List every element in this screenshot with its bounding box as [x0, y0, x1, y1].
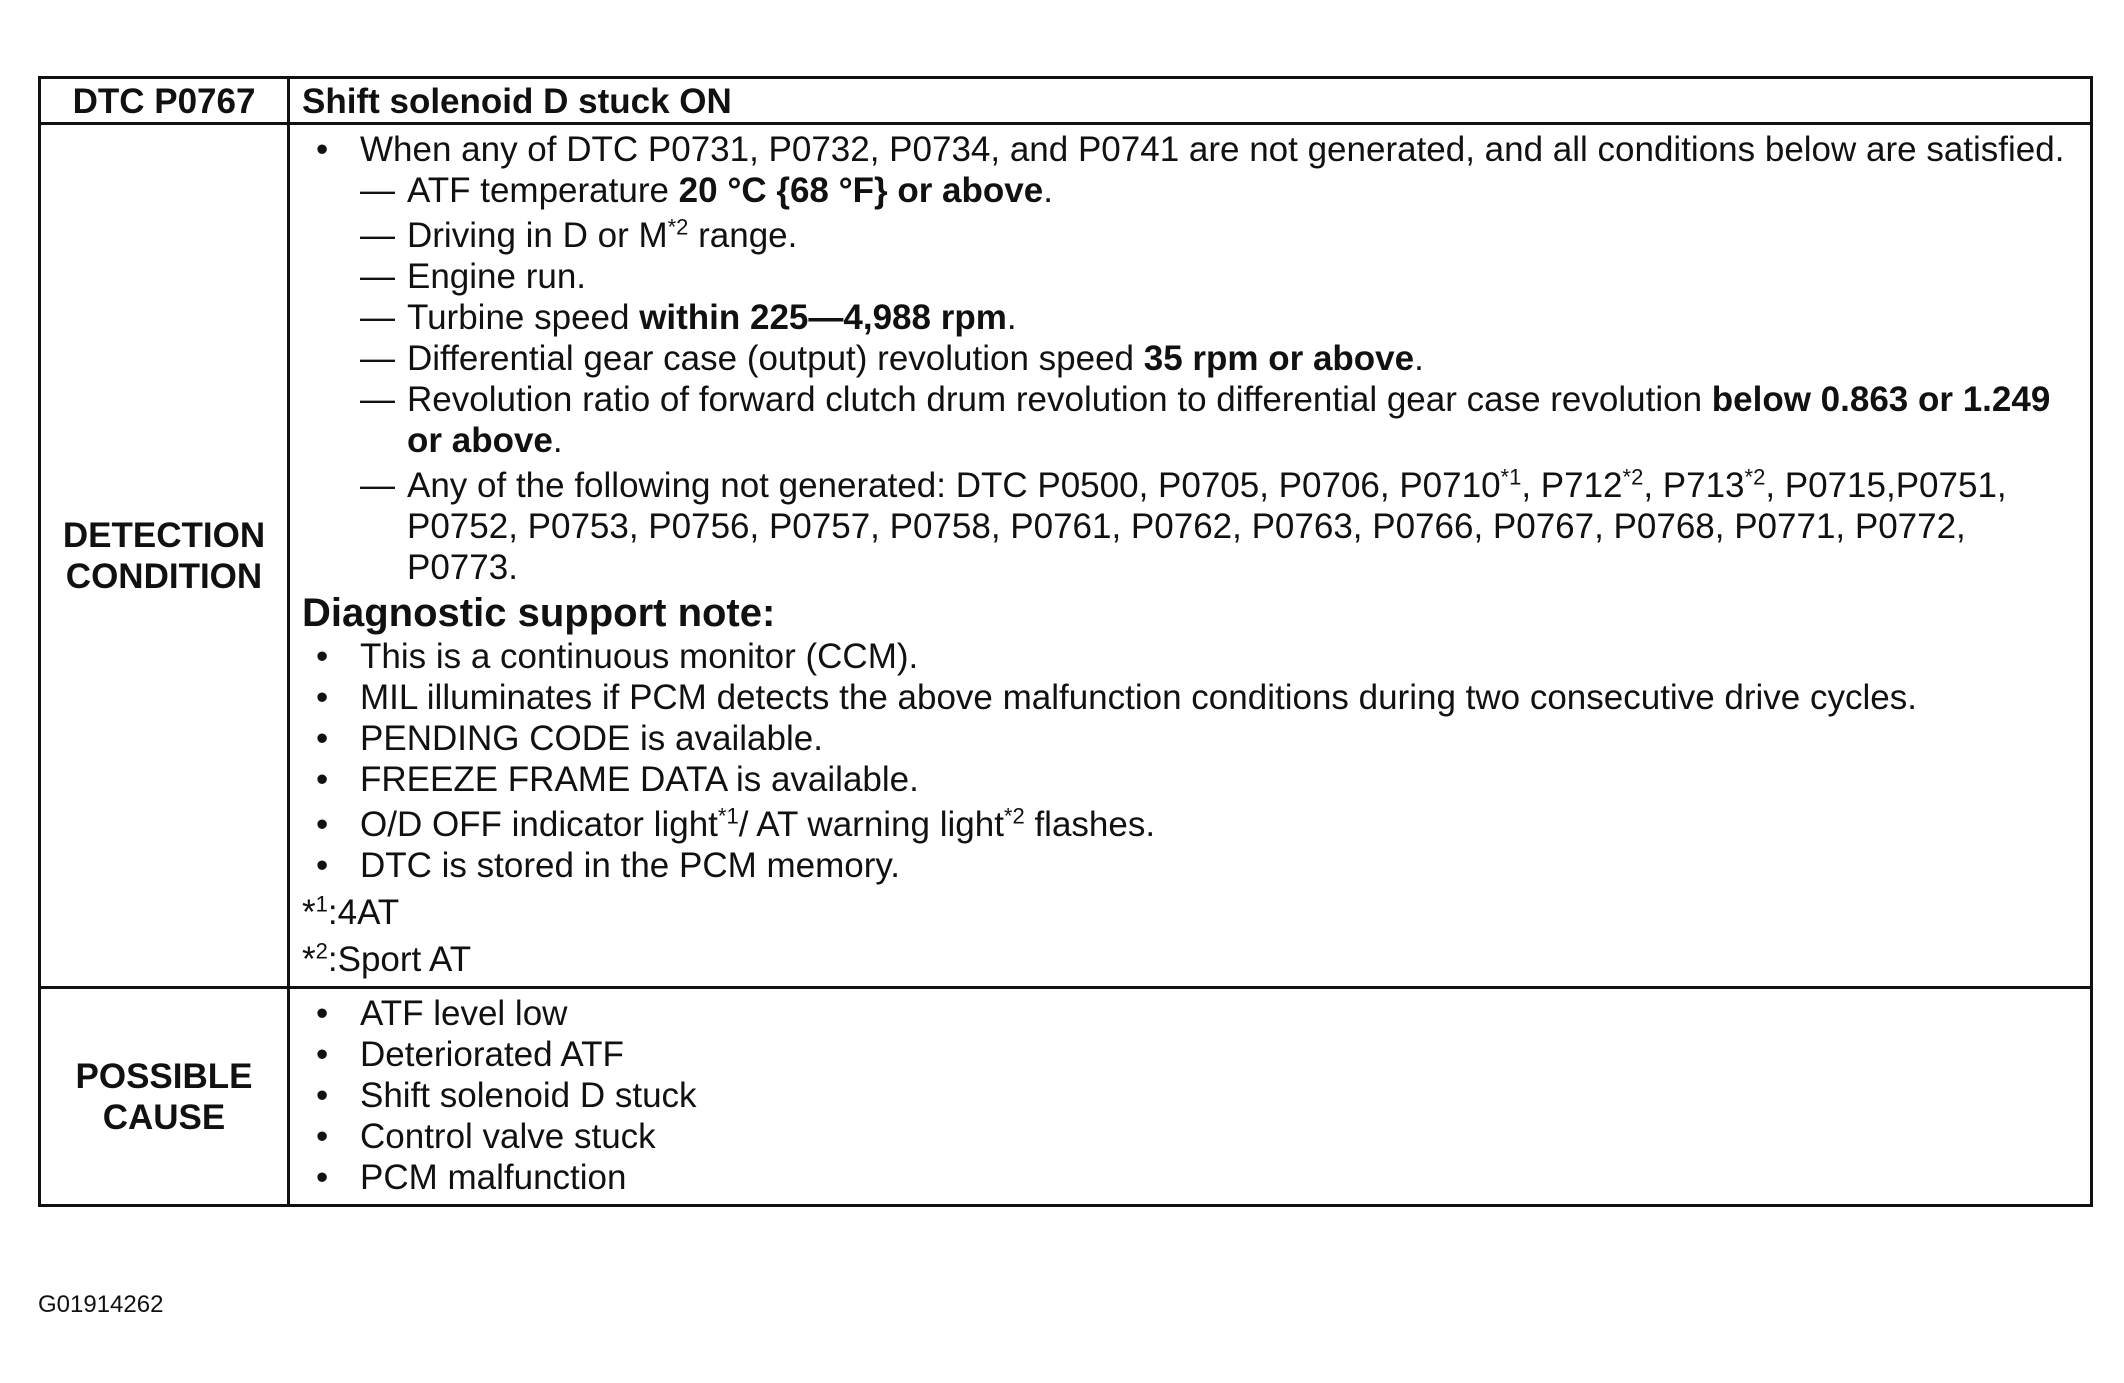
footnote-sport-at — [302, 939, 2070, 980]
bullet-icon: • — [316, 1117, 329, 1156]
footnote-marker: *2 — [1622, 464, 1644, 490]
footnote-text: :4AT — [327, 893, 400, 932]
note-text: FREEZE FRAME DATA is available. — [360, 760, 919, 799]
note-item — [302, 759, 2070, 800]
diagnostic-note-list — [302, 636, 2070, 886]
dash-icon: — — [360, 171, 395, 210]
note-item — [302, 636, 2070, 677]
condition-bold-text: within 225—4,988 rpm — [639, 298, 1007, 337]
bullet-icon: • — [316, 678, 329, 717]
detection-content-cell — [289, 124, 2092, 988]
footnote-marker: 1 — [315, 891, 328, 917]
cause-label-line1: POSSIBLE — [75, 1056, 253, 1096]
condition-text-part: range. — [688, 216, 798, 255]
condition-text-part: . — [552, 421, 563, 460]
condition-bold-text: 20 °C {68 °F} or above — [678, 171, 1044, 210]
dtc-table — [38, 76, 2093, 1207]
condition-text-part: . — [1414, 339, 1424, 378]
condition-text — [407, 298, 1017, 337]
footnote-marker: 2 — [315, 938, 328, 964]
dash-icon: — — [360, 466, 395, 505]
bullet-icon: • — [316, 994, 329, 1033]
condition-item — [360, 379, 2070, 461]
condition-bold-text: below 0.863 or 1.249 or above — [407, 380, 2051, 460]
cause-text: ATF level low — [360, 994, 568, 1033]
bullet-icon: • — [316, 805, 329, 844]
cause-label-line2: CAUSE — [102, 1097, 226, 1137]
note-text-part: / AT warning light — [738, 805, 1004, 844]
cause-item — [302, 1157, 2070, 1198]
condition-text-part: Differential gear case (output) revolution speed — [407, 339, 1144, 378]
note-item — [302, 677, 2070, 718]
note-item — [302, 718, 2070, 759]
condition-text — [407, 339, 1424, 378]
note-text: DTC is stored in the PCM memory. — [360, 846, 901, 885]
bullet-icon: • — [316, 846, 329, 885]
condition-text — [407, 171, 1053, 210]
footnote-marker: *2 — [1744, 464, 1766, 490]
dtc-code: DTC P0767 — [72, 82, 256, 121]
bullet-icon: • — [316, 637, 329, 676]
condition-text-part: Turbine speed — [407, 298, 640, 337]
dash-icon: — — [360, 339, 395, 378]
footnote-marker: *2 — [667, 214, 689, 240]
cause-label-cell — [40, 988, 289, 1206]
footnote-marker: *1 — [717, 803, 739, 829]
condition-item — [360, 256, 2070, 297]
bullet-icon: • — [316, 760, 329, 799]
cause-list — [302, 993, 2070, 1198]
condition-item — [360, 465, 2070, 588]
cause-item — [302, 993, 2070, 1034]
note-text-part: flashes. — [1024, 805, 1156, 844]
footnote-star: * — [302, 893, 316, 932]
condition-text-part: , P712 — [1521, 466, 1623, 505]
condition-text — [407, 466, 2007, 587]
bullet-icon: • — [316, 1076, 329, 1115]
bullet-icon: • — [316, 1158, 329, 1197]
condition-bold-text: 35 rpm or above — [1143, 339, 1415, 378]
dash-icon: — — [360, 257, 395, 296]
note-item — [302, 845, 2070, 886]
detection-row — [40, 124, 2092, 988]
cause-text: Deteriorated ATF — [360, 1035, 624, 1074]
footnote-marker: *2 — [1003, 803, 1025, 829]
footnote-text: :Sport AT — [327, 940, 472, 979]
condition-text-part: . — [1006, 298, 1017, 337]
condition-item — [360, 215, 2070, 256]
footnote-star: * — [302, 940, 316, 979]
dash-icon: — — [360, 298, 395, 337]
note-text — [360, 805, 1155, 844]
condition-text: Engine run. — [407, 257, 587, 296]
cause-row — [40, 988, 2092, 1206]
note-text: This is a continuous monitor (CCM). — [360, 637, 919, 676]
cause-text: Control valve stuck — [360, 1117, 656, 1156]
footnote-4at — [302, 892, 2070, 933]
detection-intro-list — [302, 129, 2070, 170]
detection-label-line2: CONDITION — [65, 556, 263, 596]
cause-text: Shift solenoid D stuck — [360, 1076, 697, 1115]
condition-text-part: Driving in D or M — [407, 216, 668, 255]
bullet-icon: • — [316, 1035, 329, 1074]
condition-text — [407, 216, 797, 255]
dtc-title: Shift solenoid D stuck ON — [302, 82, 732, 121]
footnote-marker: *1 — [1500, 464, 1522, 490]
condition-text-part: Revolution ratio of forward clutch drum revolution to differential gear case revolution — [407, 380, 1712, 419]
condition-text-part: ATF temperature — [407, 171, 679, 210]
condition-text-part: , P0715,P0751, P0752, P0753, P0756, P0757, P0758, P0761, P0762, P0763, P0766, P0767, P0768, P0771, P0772, P0773. — [407, 466, 2007, 587]
condition-item — [360, 297, 2070, 338]
condition-text — [407, 380, 2050, 460]
cause-content-cell — [289, 988, 2092, 1206]
cause-item — [302, 1075, 2070, 1116]
note-item — [302, 804, 2070, 845]
cause-text: PCM malfunction — [360, 1158, 627, 1197]
figure-code: G01914262 — [38, 1291, 164, 1318]
dtc-title-cell — [289, 78, 2092, 124]
cause-item — [302, 1034, 2070, 1075]
header-row — [40, 78, 2092, 124]
detection-intro-text: When any of DTC P0731, P0732, P0734, and P0741 are not generated, and all conditions below are satisfied. — [360, 130, 2065, 169]
diagnostic-note-heading: Diagnostic support note: — [302, 591, 776, 635]
condition-text-part: , P713 — [1643, 466, 1745, 505]
dtc-code-cell — [40, 78, 289, 124]
dash-icon: — — [360, 380, 395, 419]
detection-label-cell — [40, 124, 289, 988]
condition-text-part: . — [1043, 171, 1053, 210]
bullet-icon: • — [316, 130, 329, 169]
detection-intro-item — [302, 129, 2070, 170]
condition-item — [360, 170, 2070, 211]
note-text: MIL illuminates if PCM detects the above malfunction conditions during two consecutive drive cycles. — [360, 678, 1917, 717]
note-text-part: O/D OFF indicator light — [360, 805, 718, 844]
condition-item — [360, 338, 2070, 379]
detection-label-line1: DETECTION — [62, 515, 266, 555]
dash-icon: — — [360, 216, 395, 255]
note-text: PENDING CODE is available. — [360, 719, 823, 758]
condition-list — [302, 170, 2070, 588]
condition-text-part: Any of the following not generated: DTC P0500, P0705, P0706, P0710 — [407, 466, 1501, 505]
bullet-icon: • — [316, 719, 329, 758]
cause-item — [302, 1116, 2070, 1157]
